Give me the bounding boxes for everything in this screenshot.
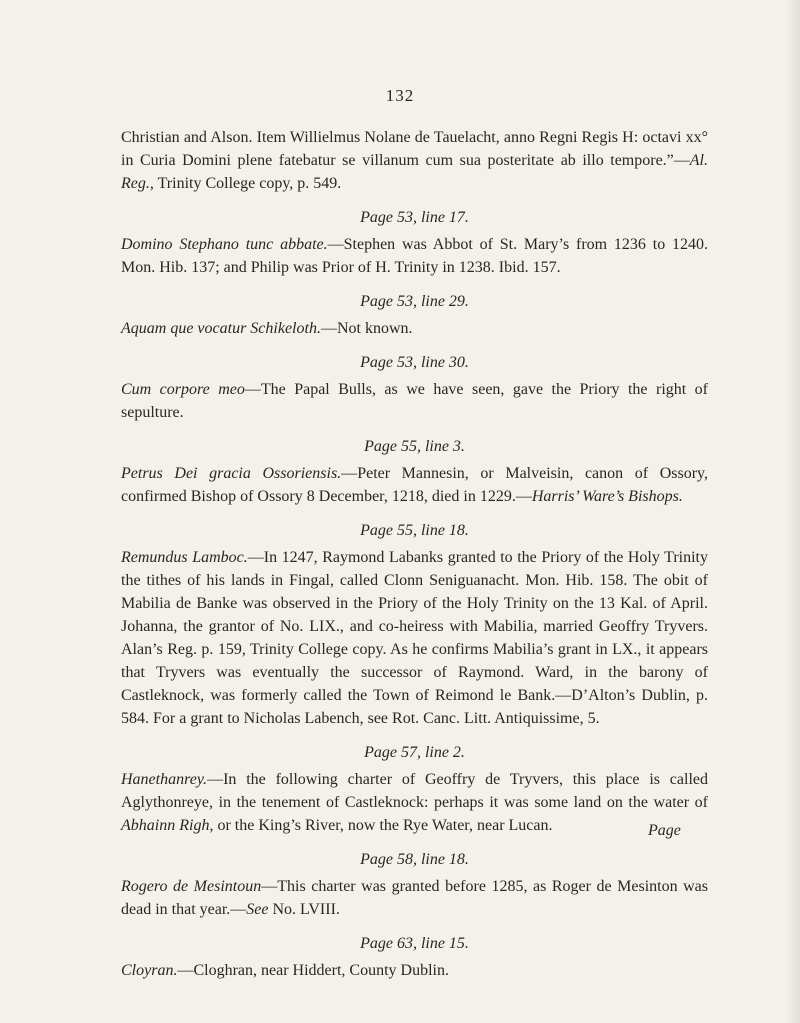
intro-reference-rest: , Trinity College copy, p. 549. — [149, 175, 342, 192]
note-paragraph — [121, 875, 708, 921]
note-text: —In the following charter of Geoffry de Tryvers, this place is called Aglythonreye, in the tenement of Castleknock: perhaps it was some land on the water of — [121, 771, 708, 811]
note-reference: Harris’ Ware’s Bishops. — [531, 488, 683, 505]
note-heading: Page 55, line 18. — [360, 522, 469, 539]
intro-text: Christian and Alson. Item Willielmus Nolane de Tauelacht, anno Regni Regis H: octavi xx° in Curia Domini plene fatebatur se villanum cum sua posteritate ab illo tempore.”— — [121, 129, 708, 169]
note-heading: Page 53, line 29. — [360, 293, 469, 310]
note-paragraph — [121, 768, 708, 837]
note-heading: Page 57, line 2. — [364, 744, 465, 761]
note-heading: Page 53, line 30. — [360, 354, 469, 371]
note-text: —In 1247, Raymond Labanks granted to the Priory of the Holy Trinity the tithes of his lands in Fingal, called Clonn Seniguanacht. Mon. Hib. 158. The obit of Mabilia de Banke was observed in the Priory of the Holy Trinity on the 13 Kal. of April. Johanna, the grantor of No. LIX., and co-heiress with Mabilia, married Geoffry Tryvers. Alan’s Reg. p. 159, Trinity College copy. As he confirms Mabilia’s grant in LX., it appears that Tryvers was eventually the successor of Raymond. Ward, in the barony of Castleknock, was formerly called the Town of Reimond le Bank.—D’Alton’s Dublin, p. 584. For a grant to Nicholas Labench, see Rot. Canc. Litt. Antiquissime, 5. — [121, 549, 708, 727]
catchword: Page — [648, 822, 681, 839]
note-lemma: Cum corpore meo — [121, 381, 245, 398]
note-text: —Stephen was Abbot of St. Mary’s from 1236 to 1240. Mon. Hib. 137; and Philip was Prior of H. Trinity in 1238. Ibid. 157. — [121, 236, 708, 276]
intro-paragraph — [121, 126, 708, 195]
note-text: —This charter was granted before 1285, as Roger de Mesinton was dead in that year.— — [121, 878, 709, 918]
note-heading: Page 55, line 3. — [364, 438, 465, 455]
note-tail: , or the King’s River, now the Rye Water, near Lucan. — [209, 817, 553, 834]
note-paragraph — [121, 233, 708, 279]
note-text: —Not known. — [320, 320, 413, 337]
note-reference: Abhainn Righ — [121, 817, 210, 834]
note-lemma: Cloyran. — [121, 962, 178, 979]
page-number: 132 — [385, 86, 415, 105]
note-tail: No. LVIII. — [268, 901, 340, 918]
note-paragraph — [121, 378, 708, 424]
note-paragraph — [121, 462, 708, 508]
note-text: —The Papal Bulls, as we have seen, gave the Priory the right of sepulture. — [121, 381, 708, 421]
note-text: —Peter Mannesin, or Malveisin, canon of Ossory, confirmed Bishop of Ossory 8 December, 1218, died in 1229.— — [121, 465, 709, 505]
intro-reference: Al. Reg. — [121, 152, 708, 192]
note-paragraph — [121, 959, 708, 982]
note-lemma: Remundus Lamboc. — [121, 549, 248, 566]
note-lemma: Rogero de Mesintoun — [121, 878, 262, 895]
note-heading: Page 53, line 17. — [360, 209, 469, 226]
note-lemma: Aquam que vocatur Schikeloth. — [121, 320, 321, 337]
note-heading: Page 58, line 18. — [360, 851, 469, 868]
page-edge-shadow — [786, 0, 800, 1023]
note-lemma: Domino Stephano tunc abbate. — [121, 236, 328, 253]
note-text: —Cloghran, near Hiddert, County Dublin. — [177, 962, 449, 979]
page-body — [121, 126, 708, 982]
note-reference: See — [246, 901, 269, 918]
note-heading: Page 63, line 15. — [360, 935, 469, 952]
note-lemma: Petrus Dei gracia Ossoriensis. — [121, 465, 342, 482]
note-paragraph — [121, 546, 708, 730]
note-lemma: Hanethanrey. — [121, 771, 208, 788]
note-paragraph — [121, 317, 708, 340]
